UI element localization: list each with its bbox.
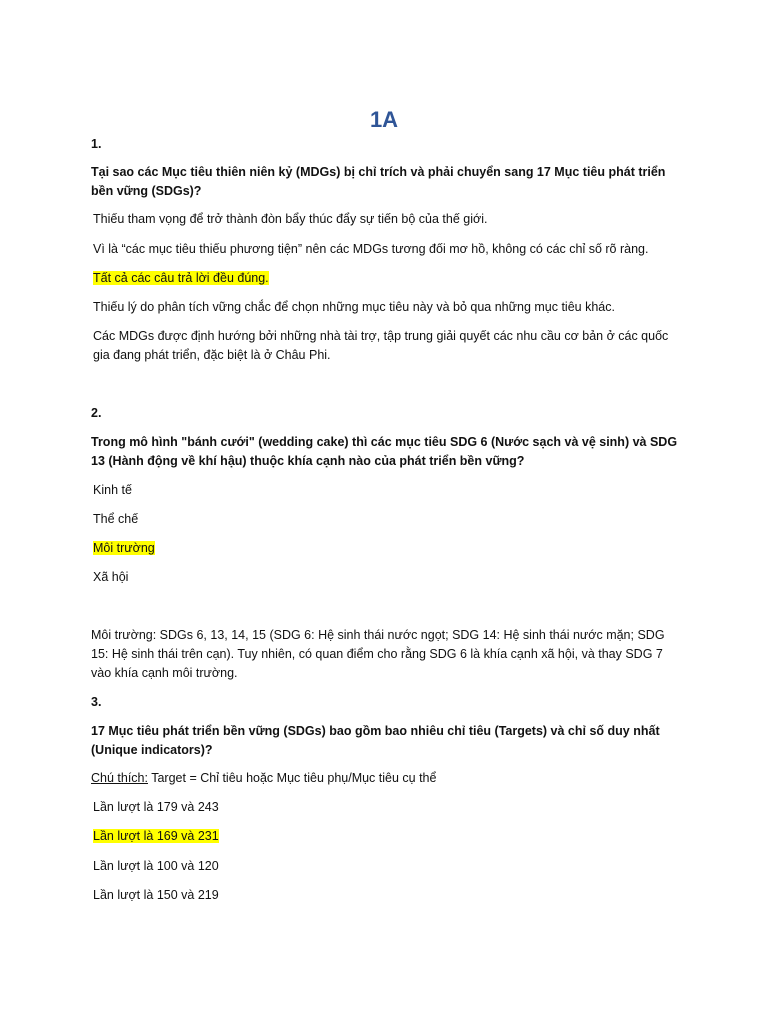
question-3-note-text: Target = Chỉ tiêu hoặc Mục tiêu phụ/Mục tiêu cụ thể bbox=[147, 771, 437, 785]
question-1-option-4: Thiếu lý do phân tích vững chắc để chọn những mục tiêu này và bỏ qua những mục tiêu khác. bbox=[93, 300, 615, 314]
question-3-option-4: Lần lượt là 150 và 219 bbox=[93, 888, 219, 902]
page-title: 1A bbox=[369, 107, 399, 132]
question-1-text: Tại sao các Mục tiêu thiên niên kỷ (MDGs) bị chỉ trích và phải chuyển sang 17 Mục tiêu phát triển bền vững (SDGs)? bbox=[91, 165, 666, 198]
question-3-answer-highlight: Lần lượt là 169 và 231 bbox=[93, 829, 219, 843]
question-1-option-5: Các MDGs được định hướng bởi những nhà tài trợ, tập trung giải quyết các nhu cầu cơ bản ở các quốc gia đang phát triển, đặc biệt là ở Châu Phi. bbox=[93, 329, 669, 362]
question-1-number: 1. bbox=[91, 137, 102, 151]
question-3-option-2 bbox=[93, 827, 683, 846]
question-2-answer-highlight: Môi trường bbox=[93, 541, 155, 555]
question-3-option-3: Lần lượt là 100 và 120 bbox=[93, 859, 219, 873]
question-2-option-4: Xã hội bbox=[93, 570, 129, 584]
question-3-text: 17 Mục tiêu phát triển bền vững (SDGs) bao gồm bao nhiêu chỉ tiêu (Targets) và chỉ số duy nhất (Unique indicators)? bbox=[91, 724, 660, 757]
question-1-option-2: Vì là “các mục tiêu thiếu phương tiện” nên các MDGs tương đối mơ hồ, không có các chỉ số rõ ràng. bbox=[93, 242, 649, 256]
question-2-option-2: Thể chế bbox=[93, 512, 139, 526]
question-3-number: 3. bbox=[91, 695, 102, 709]
question-1-answer-highlight: Tất cả các câu trả lời đều đúng. bbox=[93, 271, 269, 285]
question-3-option-1: Lần lượt là 179 và 243 bbox=[93, 800, 219, 814]
question-1-option-3 bbox=[93, 269, 683, 288]
question-3-note-label: Chú thích: bbox=[91, 771, 148, 785]
question-2-text: Trong mô hình "bánh cưới" (wedding cake) thì các mục tiêu SDG 6 (Nước sạch và vệ sinh) và SDG 13 (Hành động về khí hậu) thuộc khía cạnh nào của phát triển bền vững? bbox=[91, 435, 678, 468]
question-2-option-3 bbox=[93, 539, 683, 558]
question-3-note bbox=[91, 769, 681, 788]
question-2-explanation: Môi trường: SDGs 6, 13, 14, 15 (SDG 6: Hệ sinh thái nước ngọt; SDG 14: Hệ sinh thái nước mặn; SDG 15: Hệ sinh thái trên cạn). Tuy nhiên, có quan điểm cho rằng SDG 6 là khía cạnh xã hội, và thay SDG 7 vào khía cạnh môi trường. bbox=[91, 628, 665, 680]
question-2-option-1: Kinh tế bbox=[93, 483, 132, 497]
question-2-number: 2. bbox=[91, 406, 102, 420]
question-1-option-1: Thiếu tham vọng để trở thành đòn bẩy thúc đẩy sự tiến bộ của thế giới. bbox=[93, 212, 488, 226]
